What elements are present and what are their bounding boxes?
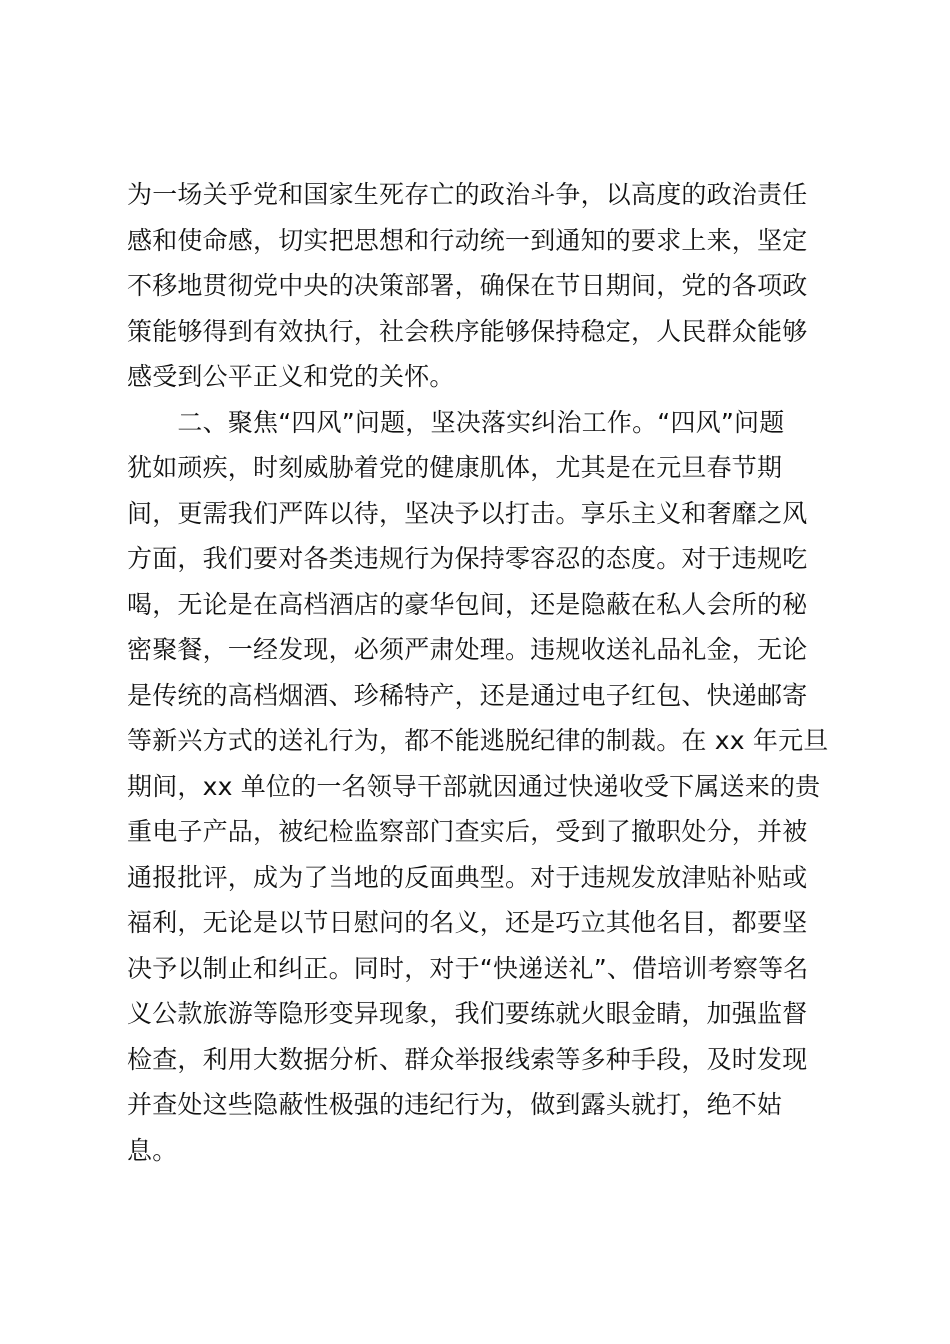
text-line: 是传统的高档烟酒、珍稀特产，还是通过电子红包、快递邮寄	[127, 680, 808, 710]
body-text	[127, 172, 832, 1173]
text-line: 感受到公平正义和党的关怀。	[127, 362, 455, 391]
text-line: 喝，无论是在高档酒店的豪华包间，还是隐蔽在私人会所的秘	[127, 589, 808, 619]
text-line: 义公款旅游等隐形变异现象，我们要练就火眼金睛，加强监督	[127, 999, 808, 1028]
text-line: 并查处这些隐蔽性极强的违纪行为，做到露头就打，绝不姑	[127, 1090, 783, 1119]
text-line: 决予以制止和纠正。同时，对于“快递送礼”、借培训考察等名	[127, 953, 809, 983]
text-line: 期间，xx 单位的一名领导干部就因通过快递收受下属送来的贵	[127, 771, 821, 801]
text-line: 间，更需我们严阵以待，坚决予以打击。享乐主义和奢靡之风	[127, 498, 808, 528]
text-line: 方面，我们要对各类违规行为保持零容忍的态度。对于违规吃	[127, 544, 808, 573]
text-line: 感和使命感，切实把思想和行动统一到通知的要求上来，坚定	[127, 225, 808, 255]
text-line: 犹如顽疾，时刻威胁着党的健康肌体，尤其是在元旦春节期	[127, 453, 783, 482]
text-line: 检查，利用大数据分析、群众举报线索等多种手段，及时发现	[127, 1044, 808, 1074]
text-line: 策能够得到有效执行，社会秩序能够保持稳定，人民群众能够	[127, 316, 808, 346]
text-line: 重电子产品，被纪检监察部门查实后，受到了撤职处分，并被	[127, 817, 808, 846]
text-line: 密聚餐，一经发现，必须严肃处理。违规收送礼品礼金，无论	[127, 635, 808, 664]
text-line: 为一场关乎党和国家生死存亡的政治斗争，以高度的政治责任	[127, 180, 808, 209]
section-heading-line: 二、聚焦“四风”问题，坚决落实纠治工作。“四风”问题	[127, 407, 785, 437]
text-line: 通报批评，成为了当地的反面典型。对于违规发放津贴补贴或	[127, 862, 808, 892]
text-line: 等新兴方式的送礼行为，都不能逃脱纪律的制裁。在 xx 年元旦	[127, 726, 829, 755]
text-line: 不移地贯彻党中央的决策部署，确保在节日期间，党的各项政	[127, 271, 808, 300]
text-line: 息。	[127, 1135, 178, 1165]
text-line: 福利，无论是以节日慰问的名义，还是巧立其他名目，都要坚	[127, 908, 808, 937]
